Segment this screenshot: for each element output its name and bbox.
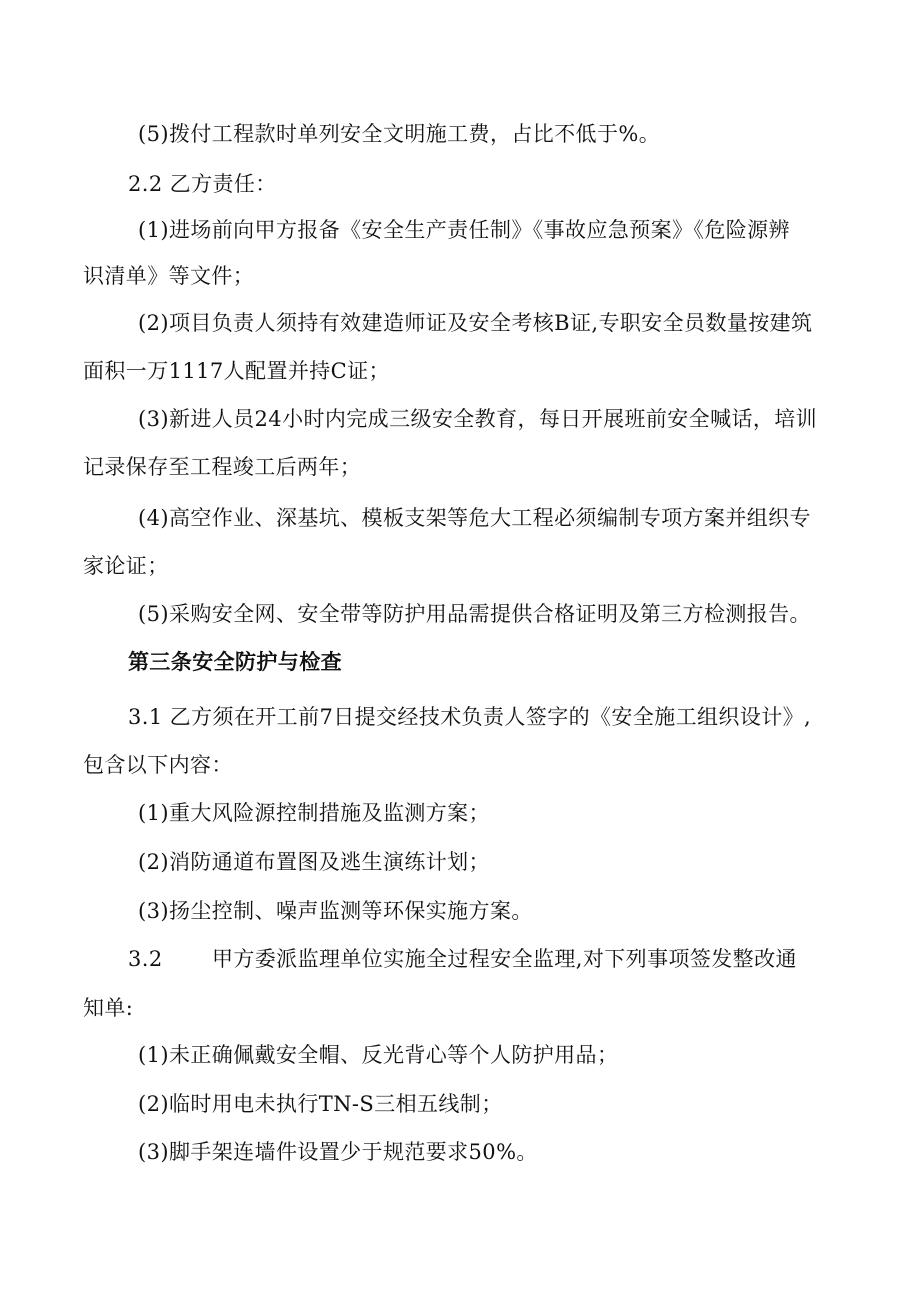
- text-line: (3)新进人员24小时内完成三级安全教育，每日开展班前安全喊话，培训: [138, 407, 818, 431]
- text-line: 面积一万1117人配置并持C证；: [83, 359, 390, 383]
- section-heading: 2.2 乙方责任：: [128, 172, 277, 196]
- text-line: 家论证；: [83, 554, 169, 578]
- text-line: 甲方委派监理单位实施全过程安全监理,对下列事项签发整改通: [212, 947, 797, 971]
- article-heading: 第三条安全防护与检查: [128, 650, 342, 674]
- text-line: 识清单》等文件；: [83, 264, 255, 288]
- section-number: 3.2: [128, 947, 163, 971]
- text-line: (2)消防通道布置图及逃生演练计划；: [138, 850, 490, 874]
- text-line: 包含以下内容：: [83, 753, 233, 777]
- text-line: (5)拨付工程款时单列安全文明施工费，占比不低于%。: [138, 122, 661, 146]
- text-line: (2)临时用电未执行TN-S三相五线制；: [138, 1092, 503, 1116]
- text-line: (4)高空作业、深基坑、模板支架等危大工程必须编制专项方案并组织专: [138, 506, 811, 530]
- text-line: 3.1 乙方须在开工前7日提交经技术负责人签字的《安全施工组织设计》,: [128, 705, 812, 729]
- text-line: (1)进场前向甲方报备《安全生产责任制》《事故应急预案》《危险源辨: [138, 218, 790, 242]
- text-line: (2)项目负责人须持有效建造师证及安全考核B证,专职安全员数量按建筑: [138, 311, 813, 335]
- text-line: (3)脚手架连墙件设置少于规范要求50%。: [138, 1140, 538, 1164]
- text-line: (5)采购安全网、安全带等防护用品需提供合格证明及第三方检测报告。: [138, 602, 811, 626]
- text-line: (1)未正确佩戴安全帽、反光背心等个人防护用品；: [138, 1043, 619, 1067]
- text-line: 知单:: [83, 996, 134, 1020]
- text-line: 记录保存至工程竣工后两年；: [83, 455, 362, 479]
- text-line: (3)扬尘控制、噪声监测等环保实施方案。: [138, 899, 533, 923]
- text-line: (1)重大风险源控制措施及监测方案；: [138, 801, 490, 825]
